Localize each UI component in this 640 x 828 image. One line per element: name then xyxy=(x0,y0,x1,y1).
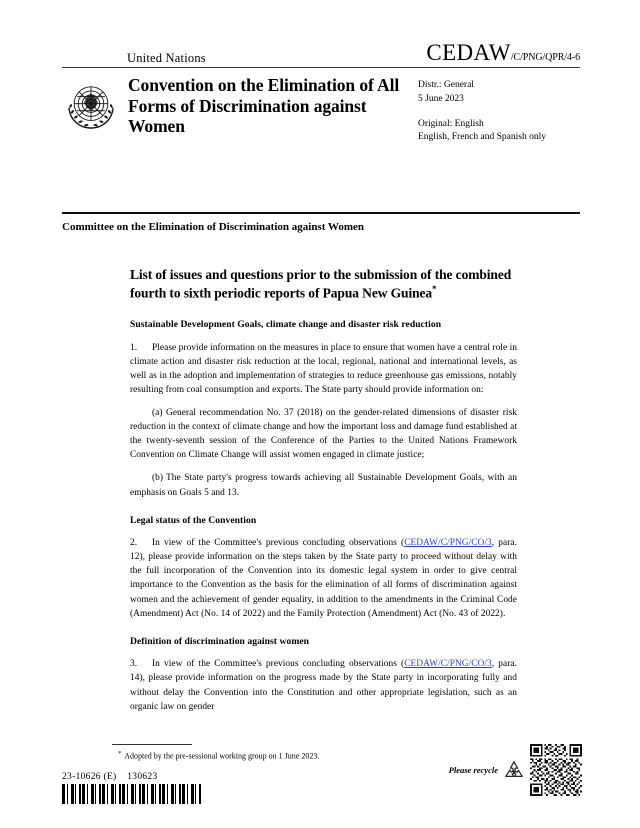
committee-divider xyxy=(62,212,580,214)
paragraph-1a-number: (a) xyxy=(152,408,163,419)
masthead-divider xyxy=(62,67,580,68)
masthead xyxy=(62,40,580,145)
reference-link-cedaw-co3-para12[interactable]: CEDAW/C/PNG/CO/3 xyxy=(404,538,492,549)
footer-left xyxy=(62,772,262,804)
distribution-label: Distr.: General xyxy=(418,80,474,90)
paragraph-2-text-before-link: In view of the Committee's previous concluding observations ( xyxy=(152,538,405,549)
paragraph-1b-text: The State party's progress towards achieving all Sustainable Development Goals, with an emphasis on Goals 5 and 13. xyxy=(130,473,517,498)
recycle-label: Please recycle xyxy=(448,765,498,775)
committee-name: Committee on the Elimination of Discrimination against Women xyxy=(62,221,364,233)
job-number: 23-10626 (E) 130623 xyxy=(62,772,158,782)
language-info xyxy=(418,118,580,146)
organization-name: United Nations xyxy=(127,50,206,65)
footer-right xyxy=(449,744,582,796)
paragraph-1-number: 1. xyxy=(130,342,138,353)
footnote-divider xyxy=(112,744,192,745)
section-heading-definition: Definition of discrimination against women xyxy=(130,635,310,647)
paragraph-1a xyxy=(130,406,517,462)
masthead-body-row xyxy=(62,75,580,145)
un-emblem-icon xyxy=(62,77,120,135)
page-title xyxy=(130,266,517,302)
paragraph-3 xyxy=(130,657,517,713)
footnote-text: Adopted by the pre-sessional working group on 1 June 2023. xyxy=(124,751,320,761)
document-symbol-sub: /C/PNG/QPR/4-6 xyxy=(510,52,580,63)
un-emblem-cell xyxy=(62,75,128,145)
paragraph-3-number: 3. xyxy=(130,659,138,670)
main-content xyxy=(130,266,517,723)
paragraph-1b-number: (b) xyxy=(152,473,164,484)
page-title-text: List of issues and questions prior to the submission of the combined fourth to sixth periodic reports of Papua New Guinea xyxy=(130,267,512,301)
title-footnote-marker: * xyxy=(432,283,437,294)
recycle-icon xyxy=(503,760,525,780)
paragraph-2-number: 2. xyxy=(130,538,138,549)
document-symbol xyxy=(426,41,580,64)
convention-title: Convention on the Elimination of All Forms of Discrimination against Women xyxy=(128,75,400,137)
paragraph-1 xyxy=(130,341,517,397)
paragraph-1b xyxy=(130,471,517,499)
paragraph-1-text: Please provide information on the measures in place to ensure that women have a central role in climate action and disaster risk reduction at the local, regional, national and international levels, as well as in the adoption and implementation of strategies to reduce greenhouse gas emissions, notably resulting from coal consumption and exports. The State party should provide information on: xyxy=(130,342,517,395)
footnote-marker: * xyxy=(118,750,122,757)
paragraph-1a-text: General recommendation No. 37 (2018) on the gender-related dimensions of disaster risk reduction in the context of climate change and how the important loss and damage fund established at the twenty-seventh session of the Conference of the Parties to the United Nations Framework Convention on Climate Change will assist women engaged in climate justice; xyxy=(130,408,517,461)
distribution-date: 5 June 2023 xyxy=(418,93,464,104)
section-heading-sdg: Sustainable Development Goals, climate change and disaster risk reduction xyxy=(130,319,442,331)
paragraph-2 xyxy=(130,536,517,621)
paragraph-2-text-after-link: , para. 12), please provide information on the steps taken by the State party to proceed without delay with the full incorporation of the Convention into its domestic legal system in order to give central importance to the Convention as the basis for the elimination of all forms of discrimination against women and the achievement of gender equality, in addition to the amendments in the Criminal Code (Amendment) Act (No. 14 of 2022) and the Family Protection (Amendment) Act (No. 43 of 2022). xyxy=(130,538,518,619)
barcode xyxy=(62,784,202,804)
section-heading-legal-status: Legal status of the Convention xyxy=(130,514,257,526)
convention-title-cell xyxy=(128,75,408,145)
paragraph-3-text-after-link: , para. 14), please provide information on the progress made by the State party in incorporating fully and without delay the Convention into the Constitution and other appropriate legislation, such as an organic law on gender xyxy=(130,659,518,712)
masthead-top-row xyxy=(62,40,580,65)
reference-link-cedaw-co3-para14[interactable]: CEDAW/C/PNG/CO/3 xyxy=(404,659,492,670)
distribution-block xyxy=(408,75,580,145)
document-symbol-main: CEDAW xyxy=(426,40,511,65)
qr-code[interactable] xyxy=(530,744,582,796)
distribution-info xyxy=(418,79,580,107)
paragraph-3-text-before-link: In view of the Committee's previous concluding observations ( xyxy=(152,659,405,670)
original-language: Original: English xyxy=(418,118,484,129)
available-languages: English, French and Spanish only xyxy=(418,132,546,143)
